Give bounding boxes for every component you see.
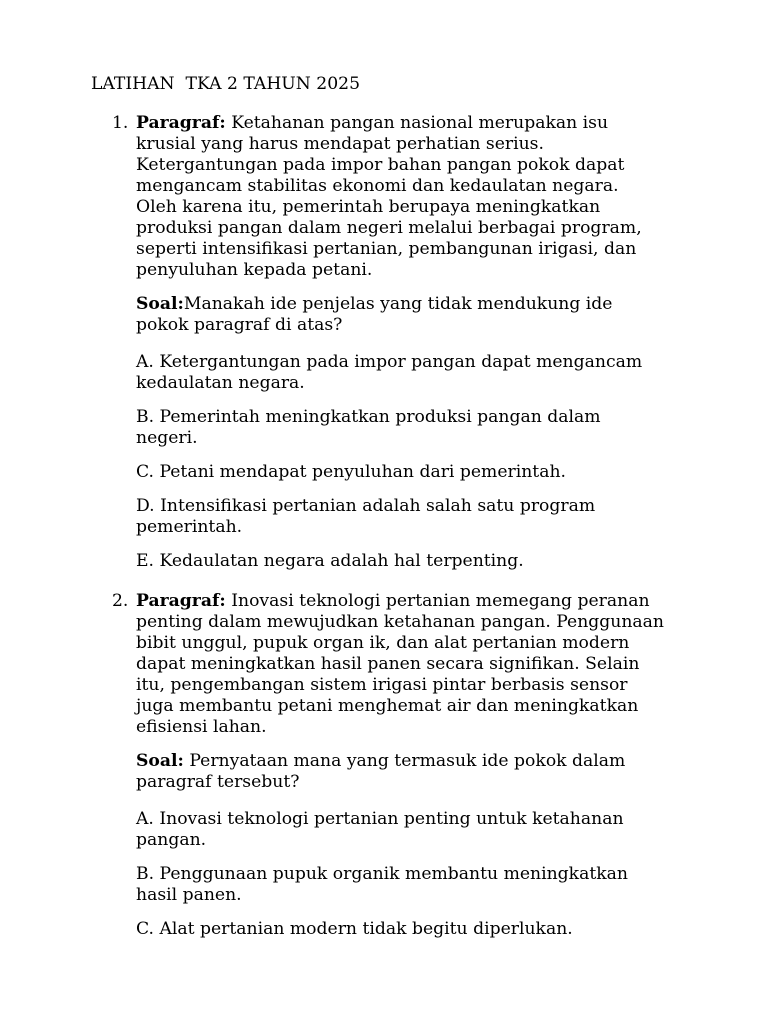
question-1 [112,113,736,572]
paragraph-line: efisiensi lahan. [136,717,267,737]
paragraph-line: juga membantu petani menghemat air dan meningkatkan [136,696,639,716]
option-line: B. Pemerintah meningkatkan produksi pangan dalam [136,407,601,427]
paragraph-line: krusial yang harus mendapat perhatian serius. [136,134,544,154]
option-line: pemerintah. [136,517,243,537]
option-d [136,496,736,538]
option-b [136,864,736,906]
soal-line: paragraf tersebut? [136,772,300,792]
soal [136,751,736,793]
paragraph-line: penyuluhan kepada petani. [136,260,373,280]
option-line: A. Inovasi teknologi pertanian penting untuk ketahanan [136,809,624,829]
paragraph-line: Oleh karena itu, pemerintah berupaya meningkatkan [136,197,601,217]
paragraph-line: mengancam stabilitas ekonomi dan kedaulatan negara. [136,176,619,196]
paragraph-line: dapat meningkatkan hasil panen secara signifikan. Selain [136,654,640,674]
paragraph-label: Paragraf: [136,113,226,133]
option-line: kedaulatan negara. [136,373,305,393]
document-title: LATIHAN TKA 2 TAHUN 2025 [91,74,361,94]
question-number: 2. [112,591,129,611]
paragraph-line: produksi pangan dalam negeri melalui berbagai program, [136,218,642,238]
option-line: hasil panen. [136,885,242,905]
option-a [136,352,736,394]
paragraph-line: penting dalam mewujudkan ketahanan pangan. Penggunaan [136,612,664,632]
option-e [136,551,736,572]
option-line: negeri. [136,428,198,448]
question-2 [112,591,736,940]
soal-line: pokok paragraf di atas? [136,315,343,335]
soal-label: Soal: [136,751,184,771]
paragraph-line: Ketergantungan pada impor bahan pangan pokok dapat [136,155,625,175]
soal-line: Manakah ide penjelas yang tidak mendukung ide [183,294,613,314]
option-line: C. Alat pertanian modern tidak begitu diperlukan. [136,919,573,939]
paragraph-line: bibit unggul, pupuk organ ik, dan alat pertanian modern [136,633,630,653]
soal-label: Soal: [136,294,184,314]
paragraph-line: Ketahanan pangan nasional merupakan isu [225,113,609,133]
paragraph [136,591,736,738]
option-line: E. Kedaulatan negara adalah hal terpenting. [136,551,524,571]
option-line: B. Penggunaan pupuk organik membantu meningkatkan [136,864,628,884]
option-line: pangan. [136,830,207,850]
option-line: C. Petani mendapat penyuluhan dari pemerintah. [136,462,566,482]
option-b [136,407,736,449]
option-a [136,809,736,851]
option-line: A. Ketergantungan pada impor pangan dapat mengancam [136,352,643,372]
option-line: D. Intensifikasi pertanian adalah salah satu program [136,496,596,516]
paragraph-label: Paragraf: [136,591,226,611]
paragraph-line: Inovasi teknologi pertanian memegang peranan [225,591,650,611]
option-c [136,462,736,483]
soal [136,294,736,336]
option-c [136,919,736,940]
paragraph [136,113,736,281]
paragraph-line: seperti intensifikasi pertanian, pembangunan irigasi, dan [136,239,637,259]
question-number: 1. [112,113,129,133]
soal-line: Pernyataan mana yang termasuk ide pokok dalam [183,751,626,771]
paragraph-line: itu, pengembangan sistem irigasi pintar berbasis sensor [136,675,628,695]
